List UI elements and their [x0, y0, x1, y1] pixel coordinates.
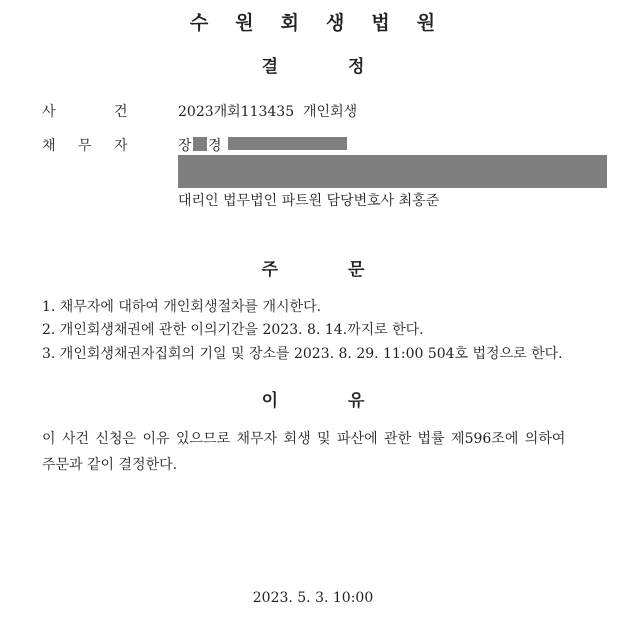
decision-date: 2023. 5. 3. 10:00	[252, 590, 374, 606]
debtor-label	[42, 135, 142, 155]
debtor-label-char: 자	[114, 138, 128, 154]
debtor-agent: 대리인 법무법인 파트원 담당변호사 최홍준	[178, 193, 440, 209]
order-title-char: 문	[348, 260, 365, 280]
order-title-char: 주	[261, 260, 278, 280]
address-redaction	[178, 155, 607, 188]
case-label-char: 건	[114, 104, 128, 120]
court-name-char: 생	[326, 12, 346, 34]
court-name-char: 수	[189, 12, 210, 34]
document-type	[0, 52, 626, 77]
court-name-char: 회	[280, 12, 300, 34]
debtor-label-char: 채	[42, 138, 56, 154]
id-redaction	[228, 137, 347, 150]
debtor-name-last: 경	[208, 138, 222, 154]
court-name-char: 원	[235, 12, 255, 34]
reason-title-char: 이	[261, 391, 278, 411]
document-type-char: 정	[348, 57, 365, 77]
reason-title-char: 유	[348, 391, 365, 411]
reason-section-title	[0, 386, 626, 411]
court-name-char: 원	[416, 12, 437, 34]
document-type-char: 결	[261, 57, 278, 77]
reason-line: 주문과 같이 결정한다.	[42, 457, 178, 473]
order-section-title	[0, 255, 626, 280]
debtor-name-first: 장	[178, 138, 192, 154]
debtor-label-char: 무	[78, 138, 92, 154]
case-label	[42, 101, 142, 121]
case-label-char: 사	[42, 104, 56, 120]
court-name	[0, 8, 626, 35]
name-redaction	[193, 137, 207, 151]
reason-line: 이 사건 신청은 이유 있으므로 채무자 회생 및 파산에 관한 법률 제596조에 의하여	[42, 431, 566, 447]
order-item: 2. 개인회생채권에 관한 이의기간을 2023. 8. 14.까지로 한다.	[42, 322, 424, 338]
case-number: 2023개회113435 개인회생	[178, 104, 358, 120]
order-item: 3. 개인회생채권자집회의 기일 및 장소를 2023. 8. 29. 11:00 504호 법정으로 한다.	[42, 346, 563, 362]
court-name-char: 법	[371, 12, 391, 34]
order-item: 1. 채무자에 대하여 개인회생절차를 개시한다.	[42, 299, 322, 315]
